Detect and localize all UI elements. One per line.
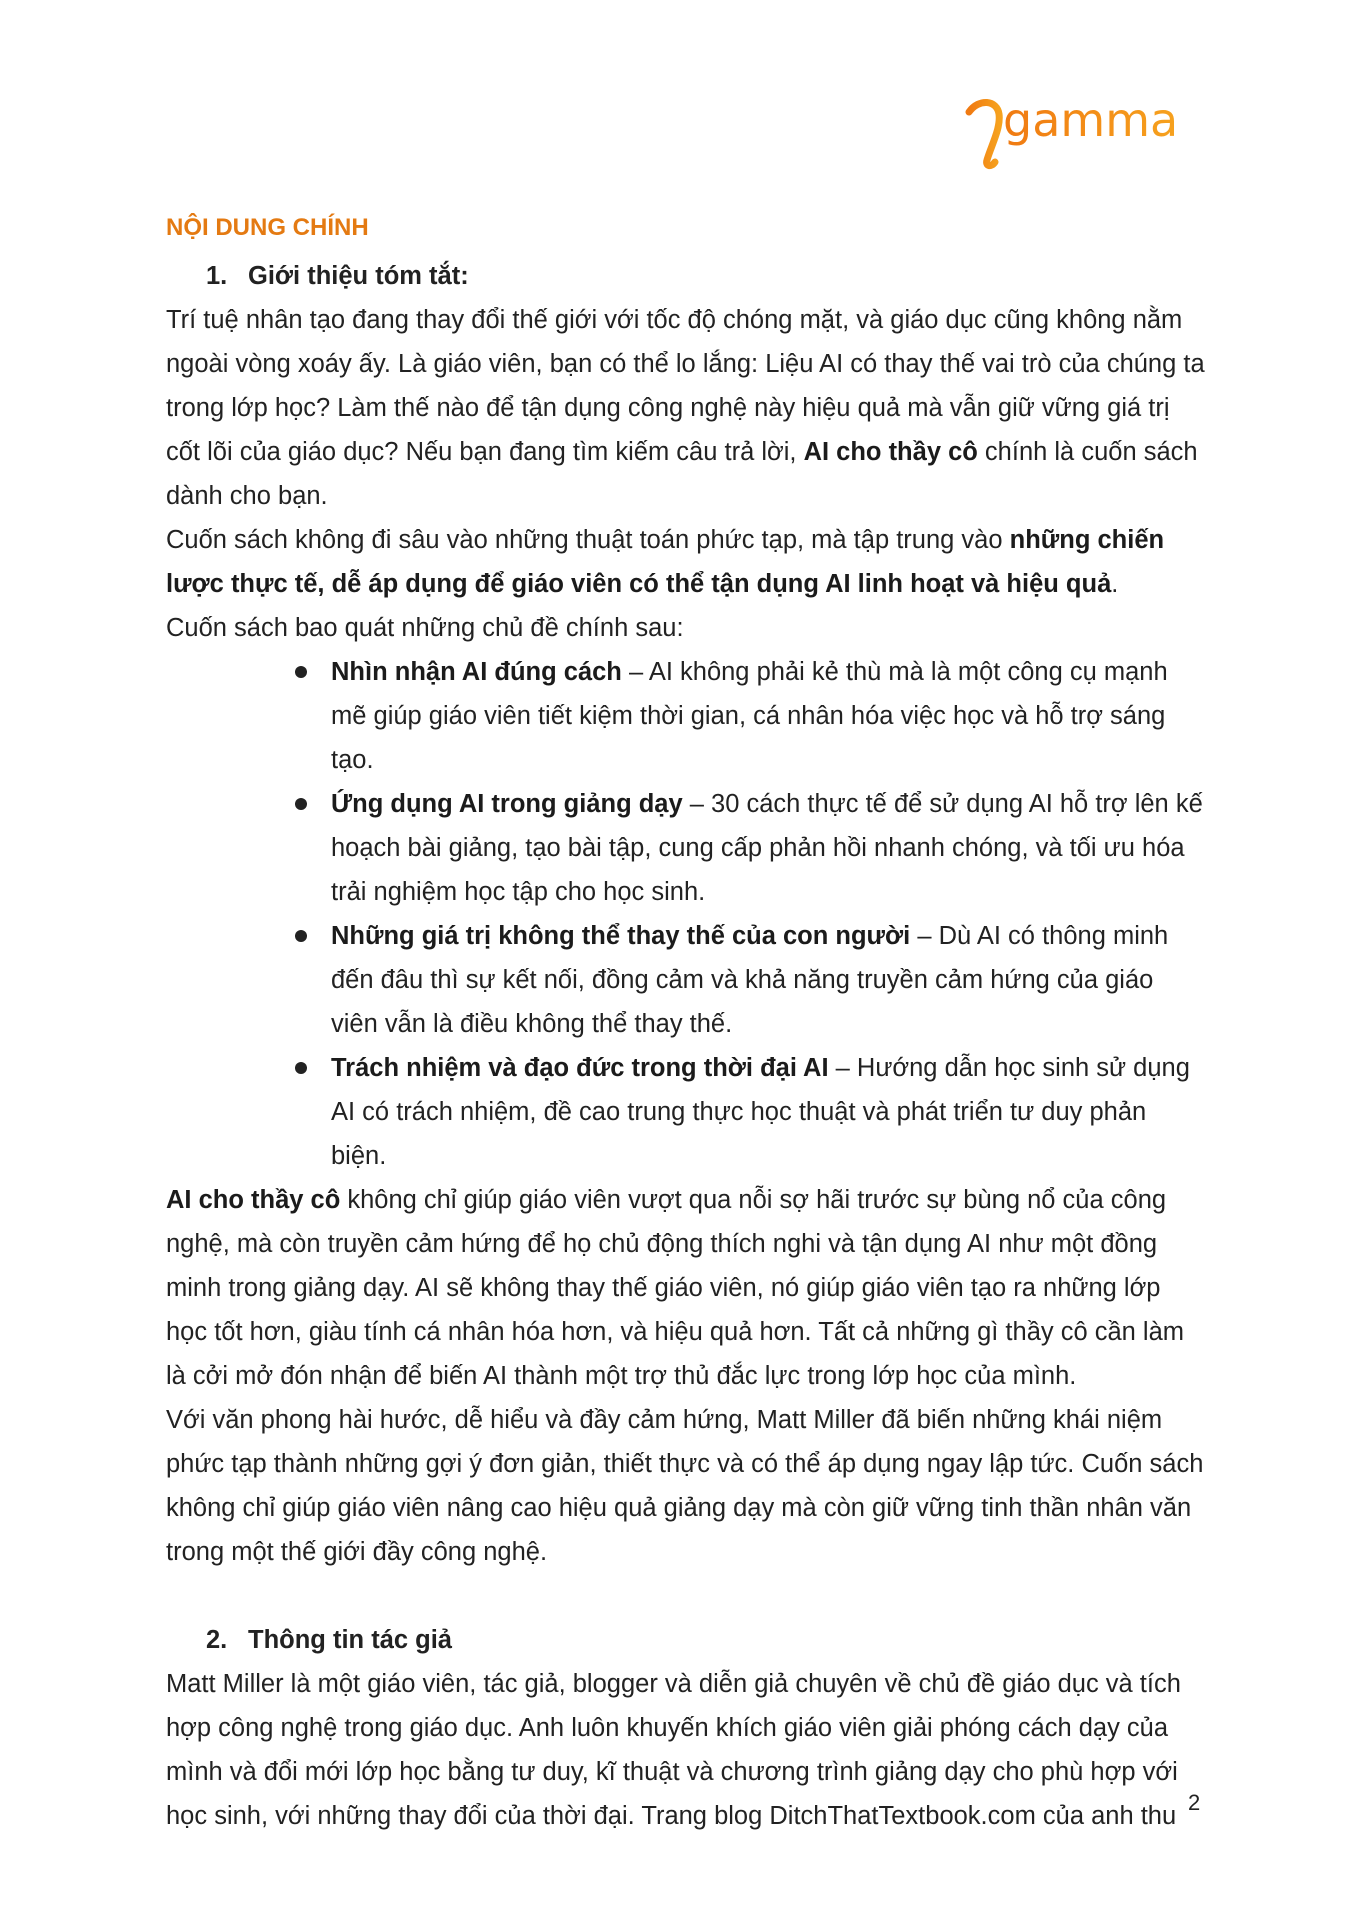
style-paragraph: Với văn phong hài hước, dễ hiểu và đầy cảm hứng, Matt Miller đã biến những khái niệm phức tạp thành những gợi ý đơn giản, thiết thực và có thể áp dụng ngay lập tức. Cuốn sách không chỉ giúp giáo viên nâng cao hiệu quả giảng dạy mà còn giữ vững tinh thần nhân văn trong một thế giới đầy công nghệ. bbox=[166, 1406, 1204, 1566]
closing-paragraph: AI cho thầy cô không chỉ giúp giáo viên vượt qua nỗi sợ hãi trước sự bùng nổ của công nghệ, mà còn truyền cảm hứng để họ chủ động thích nghi và tận dụng AI như một đồng minh trong giảng dạy. AI sẽ không thay thế giáo viên, nó giúp giáo viên tạo ra những lớp học tốt hơn, giàu tính cá nhân hóa hơn, và hiệu quả hơn. Tất cả những gì thầy cô cần làm là cởi mở đón nhận để biến AI thành một trợ thủ đắc lực trong lớp học của mình. bbox=[166, 1186, 1185, 1390]
focus-highlight: những chiến lược thực tế, dễ áp dụng để giáo viên có thể tận dụng AI linh hoạt và hiệu quả bbox=[166, 526, 1165, 598]
author-paragraph: Matt Miller là một giáo viên, tác giả, blogger và diễn giả chuyên về chủ đề giáo dục và tích hợp công nghệ trong giáo dục. Anh luôn khuyến khích giáo viên giải phóng cách dạy của mình và đổi mới lớp học bằng tư duy, kĩ thuật và chương trình giảng dạy cho phù hợp với học sinh, với những thay đổi của thời đại. Trang blog DitchThatTextbook.com của anh thu bbox=[166, 1670, 1181, 1830]
topics-list bbox=[166, 650, 1206, 1178]
topic-text: – AI không phải kẻ thù mà là một công cụ mạnh mẽ giúp giáo viên tiết kiệm thời gian, cá nhân hóa việc học và hỗ trợ sáng tạo. bbox=[331, 658, 1168, 774]
focus-paragraph: Cuốn sách không đi sâu vào những thuật toán phức tạp, mà tập trung vào những chiến lược thực tế, dễ áp dụng để giáo viên có thể tận dụng AI linh hoạt và hiệu quả. bbox=[166, 526, 1165, 598]
topics-lead: Cuốn sách bao quát những chủ đề chính sau: bbox=[166, 614, 684, 642]
list-item bbox=[166, 914, 1206, 1046]
page-number: 2 bbox=[1188, 1790, 1201, 1815]
book-title: AI cho thầy cô bbox=[803, 438, 978, 466]
list-item bbox=[166, 782, 1206, 914]
topic-title: Trách nhiệm và đạo đức trong thời đại AI bbox=[331, 1054, 829, 1082]
list-item bbox=[166, 1046, 1206, 1178]
topic-text: – Dù AI có thông minh đến đâu thì sự kết nối, đồng cảm và khả năng truyền cảm hứng của giáo viên vẫn là điều không thể thay thế. bbox=[331, 922, 1169, 1038]
spacer bbox=[166, 1574, 1206, 1618]
heading-text: Thông tin tác giả bbox=[248, 1626, 452, 1654]
topic-text: – 30 cách thực tế để sử dụng AI hỗ trợ lên kế hoạch bài giảng, tạo bài tập, cung cấp phản hồi nhanh chóng, và tối ưu hóa trải nghiệm học tập cho học sinh. bbox=[331, 790, 1203, 906]
topic-title: Nhìn nhận AI đúng cách bbox=[331, 658, 622, 686]
bullet-icon bbox=[295, 930, 307, 942]
intro-paragraph: Trí tuệ nhân tạo đang thay đổi thế giới với tốc độ chóng mặt, và giáo dục cũng không nằm ngoài vòng xoáy ấy. Là giáo viên, bạn có thể lo lắng: Liệu AI có thay thế vai trò của chúng ta trong lớp học? Làm thế nào để tận dụng công nghệ này hiệu quả mà vẫn giữ vững giá trị cốt lõi của giáo dục? Nếu bạn đang tìm kiếm câu trả lời, AI cho thầy cô chính là cuốn sách dành cho bạn. bbox=[166, 306, 1205, 510]
gamma-logo bbox=[965, 90, 1195, 170]
page-content bbox=[166, 206, 1206, 1838]
gamma-logo-mark bbox=[965, 90, 1195, 170]
heading-number: 1. bbox=[206, 262, 228, 290]
logo-wordmark: gamma bbox=[1003, 93, 1179, 147]
bullet-icon bbox=[295, 666, 307, 678]
section-title: NỘI DUNG CHÍNH bbox=[166, 214, 369, 241]
heading-author bbox=[166, 1618, 1206, 1662]
heading-text: Giới thiệu tóm tắt: bbox=[248, 262, 469, 290]
bullet-icon bbox=[295, 798, 307, 810]
heading-number: 2. bbox=[206, 1626, 228, 1654]
bullet-icon bbox=[295, 1062, 307, 1074]
heading-intro bbox=[166, 254, 1206, 298]
topic-title: Những giá trị không thể thay thế của con người bbox=[331, 922, 911, 950]
list-item bbox=[166, 650, 1206, 782]
topic-title: Ứng dụng AI trong giảng dạy bbox=[331, 790, 683, 818]
topic-text: – Hướng dẫn học sinh sử dụng AI có trách nhiệm, đề cao trung thực học thuật và phát triển tư duy phản biện. bbox=[331, 1054, 1190, 1170]
book-title: AI cho thầy cô bbox=[166, 1186, 341, 1214]
